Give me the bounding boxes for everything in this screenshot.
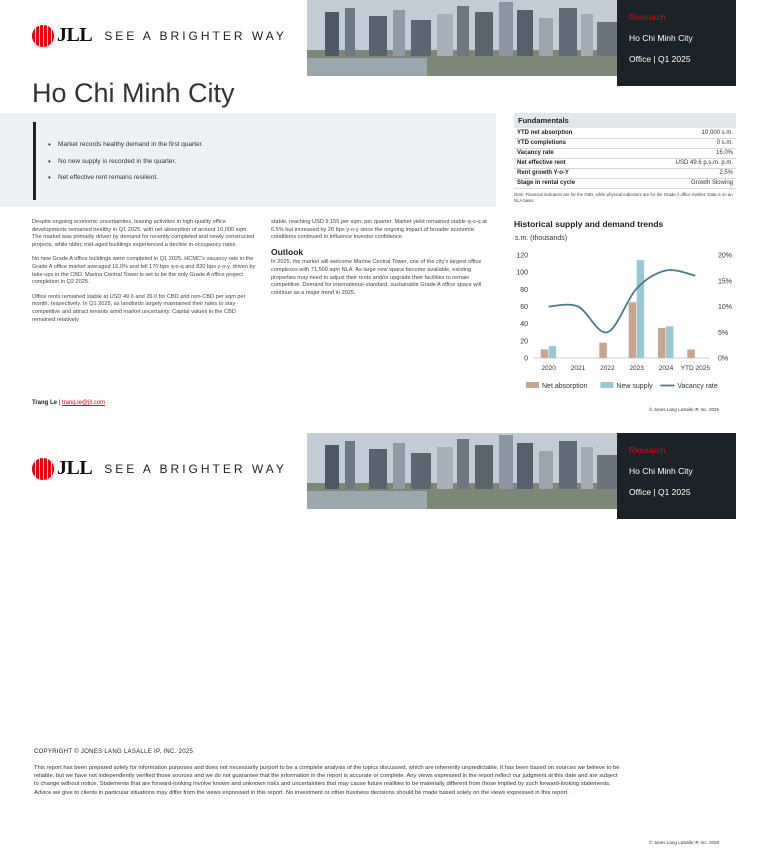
outlook-heading: Outlook <box>271 246 304 257</box>
city-skyline-image <box>307 0 617 76</box>
page-title: Ho Chi Minh City <box>32 78 235 108</box>
legend-label: Vacancy rate <box>677 383 718 390</box>
page-header-repeat <box>0 433 768 519</box>
tagline: SEE A BRIGHTER WAY <box>104 461 287 476</box>
chart-title: Historical supply and demand trends <box>514 219 664 229</box>
y2-tick-label: 10% <box>718 304 733 311</box>
highlight-accent-bar <box>33 122 36 200</box>
highlight-item: • No new supply is recorded in the quarter. <box>48 158 203 165</box>
x-tick-label: 2021 <box>570 365 586 372</box>
page-copyright: © Jones Lang LaSalle IP, Inc. 2025 <box>649 840 720 845</box>
bar-new-supply <box>549 346 557 358</box>
bar-new-supply <box>637 260 644 358</box>
bar-net-absorption <box>599 343 607 358</box>
page-header <box>0 0 768 86</box>
x-tick-label: YTD 2025 <box>680 365 710 372</box>
table-row: YTD completions 0 s.m. <box>514 138 736 148</box>
city-label: Ho Chi Minh City <box>629 466 693 476</box>
jll-logo-icon <box>32 25 54 47</box>
y2-tick-label: 20% <box>718 252 733 260</box>
y-tick-label: 120 <box>516 252 528 260</box>
outlook-paragraph: In 2025, the market will welcome Marina Central Tower, one of the city's largest office complexes with 71,500 sqm NLA. As large new space become available, existing properties may need to adjust their rents and/or upgrade their facilities to remain competitive. Demand for international-standard, sustainable Grade A office space will continue as a major trend in 2025. <box>271 259 482 296</box>
y-tick-label: 100 <box>516 269 528 277</box>
bar-net-absorption <box>629 302 637 358</box>
y-tick-label: 60 <box>520 304 528 311</box>
x-tick-label: 2020 <box>541 365 556 372</box>
legend-label: Net absorption <box>542 383 588 390</box>
fundamentals-table <box>514 113 736 204</box>
skyline-illustration <box>307 0 617 76</box>
logo-text: JLL <box>57 24 93 46</box>
bar-net-absorption <box>687 349 695 358</box>
line-vacancy-rate <box>549 270 696 332</box>
table-row: YTD net absorption 10,000 s.m. <box>514 128 736 138</box>
y2-tick-label: 5% <box>718 329 729 337</box>
highlight-item: • Net effective rent remains resilient. <box>48 174 203 181</box>
x-tick-label: 2022 <box>600 365 615 372</box>
table-row: Stage in rental cycle Growth Slowing <box>514 178 736 188</box>
chart-copyright: © Jones Lang LaSalle IP, Inc. 2025 <box>649 407 720 412</box>
sector-label: Office | Q1 2025 <box>629 54 691 64</box>
report-info-box <box>617 0 736 86</box>
city-skyline-image <box>307 433 617 509</box>
sector-label: Office | Q1 2025 <box>629 487 691 497</box>
report-info-box <box>617 433 736 519</box>
jll-logo <box>32 457 287 480</box>
y-tick-label: 40 <box>520 321 528 329</box>
fundamentals-heading: Fundamentals <box>514 113 736 128</box>
y-tick-label: 0 <box>524 355 528 363</box>
logo-text: JLL <box>57 457 93 479</box>
author-email-link[interactable]: trang.le@jll.com <box>61 400 106 406</box>
research-label: Research <box>629 445 666 455</box>
supply-demand-chart <box>510 246 738 396</box>
copyright-heading: COPYRIGHT © JONES LANG LASALLE IP, INC. 2025 <box>34 749 194 755</box>
research-label: Research <box>629 12 666 22</box>
body-paragraph: Despite ongoing economic uncertainties, leasing activities in high-quality office developments remained healthy in Q1 2025, with net absorption of around 10,000 sqm. The market was primarily driven by demand for recently completed and newly constructed projects, while older, mid-aged buildings experienced a decline in occupancy rates. <box>32 219 255 248</box>
table-row: Vacancy rate 16.0% <box>514 148 736 158</box>
bar-new-supply <box>666 326 674 358</box>
y-tick-label: 80 <box>520 286 528 294</box>
table-row: Rent growth Y-o-Y 2.5% <box>514 168 736 178</box>
legend-swatch <box>526 382 539 388</box>
city-label: Ho Chi Minh City <box>629 33 693 43</box>
legend-swatch <box>600 382 613 388</box>
body-column-2 <box>271 219 496 304</box>
x-tick-label: 2023 <box>629 365 644 372</box>
skyline-illustration <box>307 433 617 509</box>
highlight-item: • Market records healthy demand in the first quarter. <box>48 141 203 148</box>
highlights-box <box>0 113 496 207</box>
fundamentals-note: Note: Financial indicators are for the CBD, while physical indicators are for the Grade A office market. Data is on an NLA basis. <box>514 191 733 203</box>
disclaimer-section <box>34 749 624 797</box>
body-paragraph: stable, reaching USD 9,155 per sqm, per quarter. Market yield remained stable q-o-q at 6.5% but increased by 20 bps y-o-y since the ongoing impact of broader economic conditions continued to influence investor confidence. <box>271 219 487 241</box>
tagline: SEE A BRIGHTER WAY <box>104 28 287 43</box>
x-tick-label: 2024 <box>658 365 674 372</box>
body-paragraph: Office rents remained stable at USD 49.6 and 26.0 for CBD and non-CBD per sqm per month, respectively. In Q1 2025, as landlords largely maintained their rates to stay competitive and attract tenants amid market uncertainty. Capital values in the CBD remained relatively <box>32 293 246 323</box>
author-name: Trang Le <box>32 400 58 406</box>
body-paragraph: No new Grade A office buildings were completed in Q1 2025. HCMC's vacancy rate in the Grade A office market averaged 16.0% and fell 170 bps q-o-q and 820 bps y-o-y, driven by take-ups in the CBD. Marina Central Tower is set to be the only Grade A office project completion in Q2 2025. <box>32 256 256 286</box>
jll-logo-icon <box>32 458 54 480</box>
y2-tick-label: 0% <box>718 355 729 363</box>
disclaimer-text: This report has been prepared solely for information purposes and does not necessarily purport to be a complete analysis of the topics discussed, which are inherently unpredictable. It has been based on sources we believe to be reliable, but we have not independently verified those sources and we do not guarantee that the information in the report is accurate or complete. Any views expressed in the report reflect our judgment at this date and are subject to change without notice. Statements that are forward-looking involve known and unknown risks and uncertainties that may cause future realities to be materially different from those implied by such forward-looking statements. Advice we give to clients in particular situations may differ from the views expressed in this report. No investment or other business decisions should be made based solely on the views expressed in this report. <box>34 765 620 796</box>
bar-net-absorption <box>541 349 549 358</box>
author-line: Trang Le | trang.le@jll.com <box>32 400 106 406</box>
y2-tick-label: 15% <box>718 278 733 286</box>
jll-logo <box>32 24 287 47</box>
chart-y-axis-label: s.m. (thousands) <box>515 235 568 242</box>
legend-label: New supply <box>616 383 653 390</box>
y-tick-label: 20 <box>520 338 528 346</box>
highlights-list <box>48 141 203 191</box>
table-row: Net effective rent USD 49.6 p.s.m. p.m. <box>514 158 736 168</box>
bar-net-absorption <box>658 328 666 358</box>
body-column-1 <box>32 219 257 331</box>
